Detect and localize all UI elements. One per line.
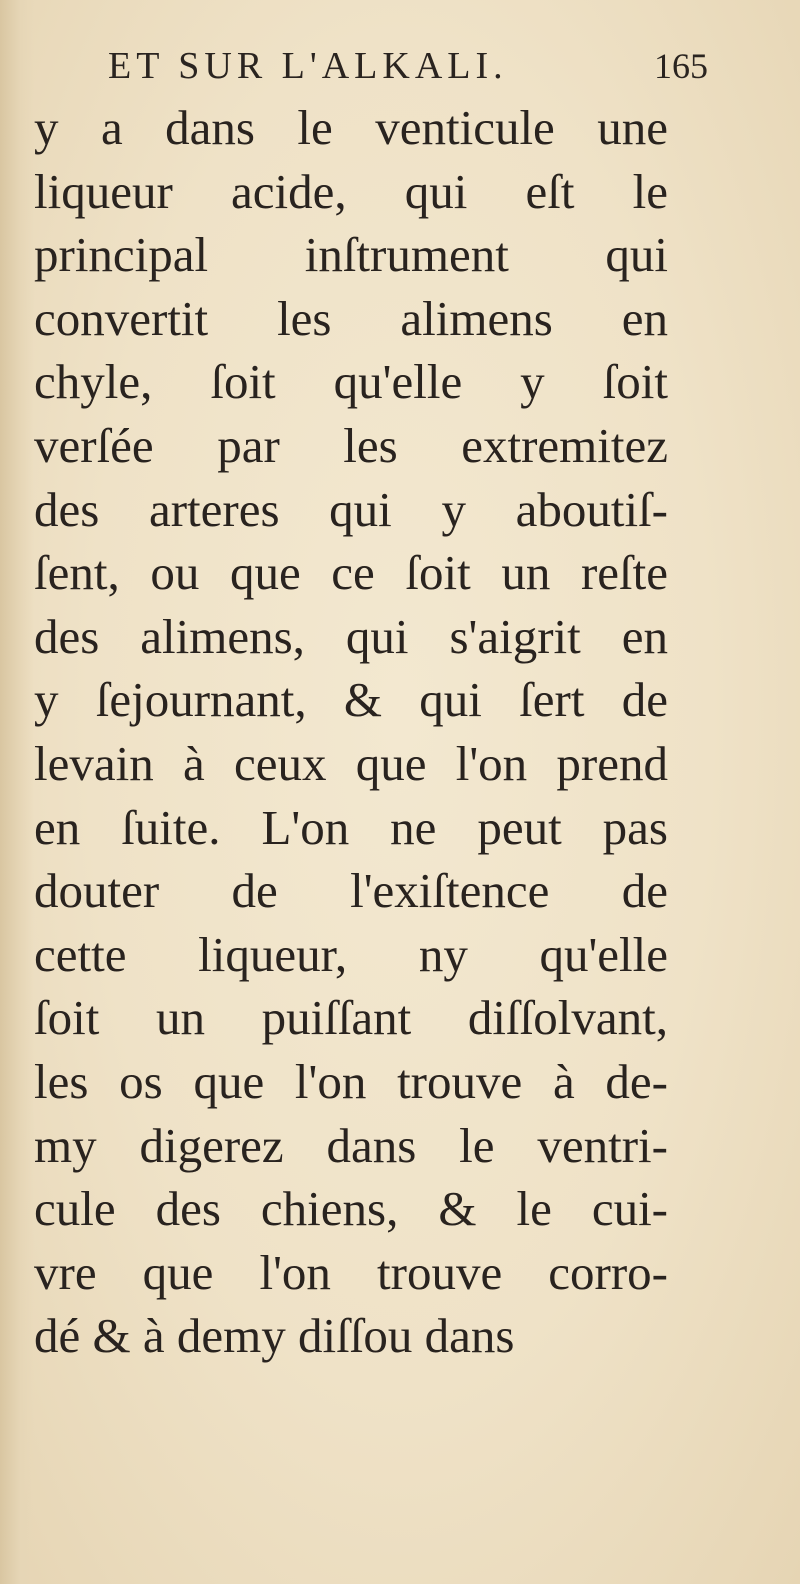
page-gutter-shadow: [0, 0, 34, 1584]
text-line: les os que l'on trouve à de-: [34, 1053, 668, 1109]
page-header: [108, 38, 708, 94]
text-line: dé & à demy diſſou dans: [34, 1308, 515, 1364]
text-line: levain à ceux que l'on prend: [34, 735, 668, 791]
text-line: des alimens, qui s'aigrit en: [34, 608, 668, 664]
page-number: 165: [654, 46, 708, 86]
running-head: ET SUR L'ALKALI.: [108, 45, 508, 87]
text-line: verſée par les extremitez: [34, 417, 668, 473]
text-line: my digerez dans le ventri-: [34, 1117, 668, 1173]
text-line: ſoit un puiſſant diſſolvant,: [34, 990, 668, 1046]
text-line: ſent, ou que ce ſoit un reſte: [34, 545, 668, 601]
text-line: douter de l'exiſtence de: [34, 863, 668, 919]
text-line: vre que l'on trouve corro-: [34, 1244, 668, 1300]
text-line: chyle, ſoit qu'elle y ſoit: [34, 354, 668, 410]
text-line: en ſuite. L'on ne peut pas: [34, 799, 668, 855]
text-line: y ſejournant, & qui ſert de: [34, 672, 668, 728]
body-text: [34, 96, 668, 1368]
text-line: liqueur acide, qui eſt le: [34, 163, 668, 219]
text-line: principal inſtrument qui: [34, 227, 668, 283]
text-line: y a dans le venticule une: [34, 100, 668, 155]
text-line: cule des chiens, & le cui-: [34, 1181, 668, 1237]
text-line: cette liqueur, ny qu'elle: [34, 926, 668, 982]
text-line: des arteres qui y aboutiſ-: [34, 481, 668, 537]
text-line: convertit les alimens en: [34, 290, 668, 346]
